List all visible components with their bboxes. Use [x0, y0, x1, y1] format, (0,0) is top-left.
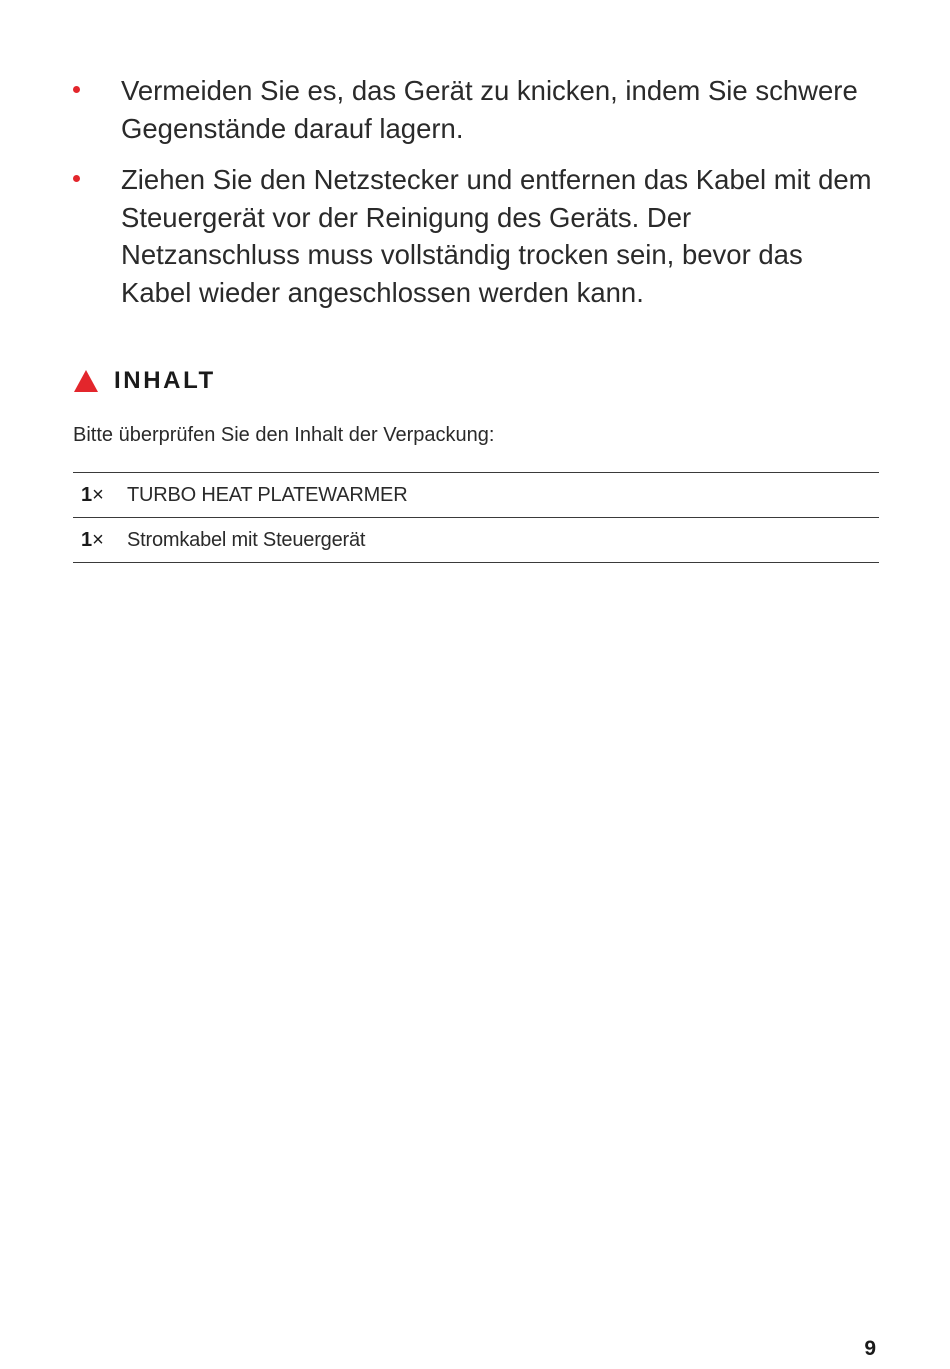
- bullet-item: [73, 72, 873, 147]
- bullet-dot-icon: [73, 86, 80, 93]
- section-intro: Bitte überprüfen Sie den Inhalt der Verpackung:: [73, 424, 495, 446]
- warning-triangle-icon: [73, 369, 99, 393]
- item-name: TURBO HEAT PLATEWARMER: [127, 483, 408, 506]
- bullet-text: Ziehen Sie den Netzstecker und entfernen das Kabel mit dem Steuergerät vor der Reinigung des Geräts. Der Netzanschluss muss vollständig trocken sein, bevor das Kabel wieder angeschlossen werden kann.: [121, 164, 872, 308]
- bullet-dot-icon: [73, 175, 80, 182]
- item-name: Stromkabel mit Steuergerät: [127, 528, 366, 551]
- page-number: 9: [864, 1337, 876, 1360]
- bullet-item: [73, 161, 873, 311]
- item-quantity: 1×: [81, 483, 104, 506]
- safety-bullet-list: [73, 72, 873, 325]
- bullet-text: Vermeiden Sie es, das Gerät zu knicken, indem Sie schwere Gegenstände darauf lagern.: [121, 75, 858, 144]
- item-quantity: 1×: [81, 528, 104, 551]
- section-heading: [73, 366, 216, 396]
- contents-row: [73, 518, 879, 563]
- section-title: INHALT: [114, 367, 216, 394]
- contents-table: [73, 472, 879, 563]
- contents-row: [73, 473, 879, 518]
